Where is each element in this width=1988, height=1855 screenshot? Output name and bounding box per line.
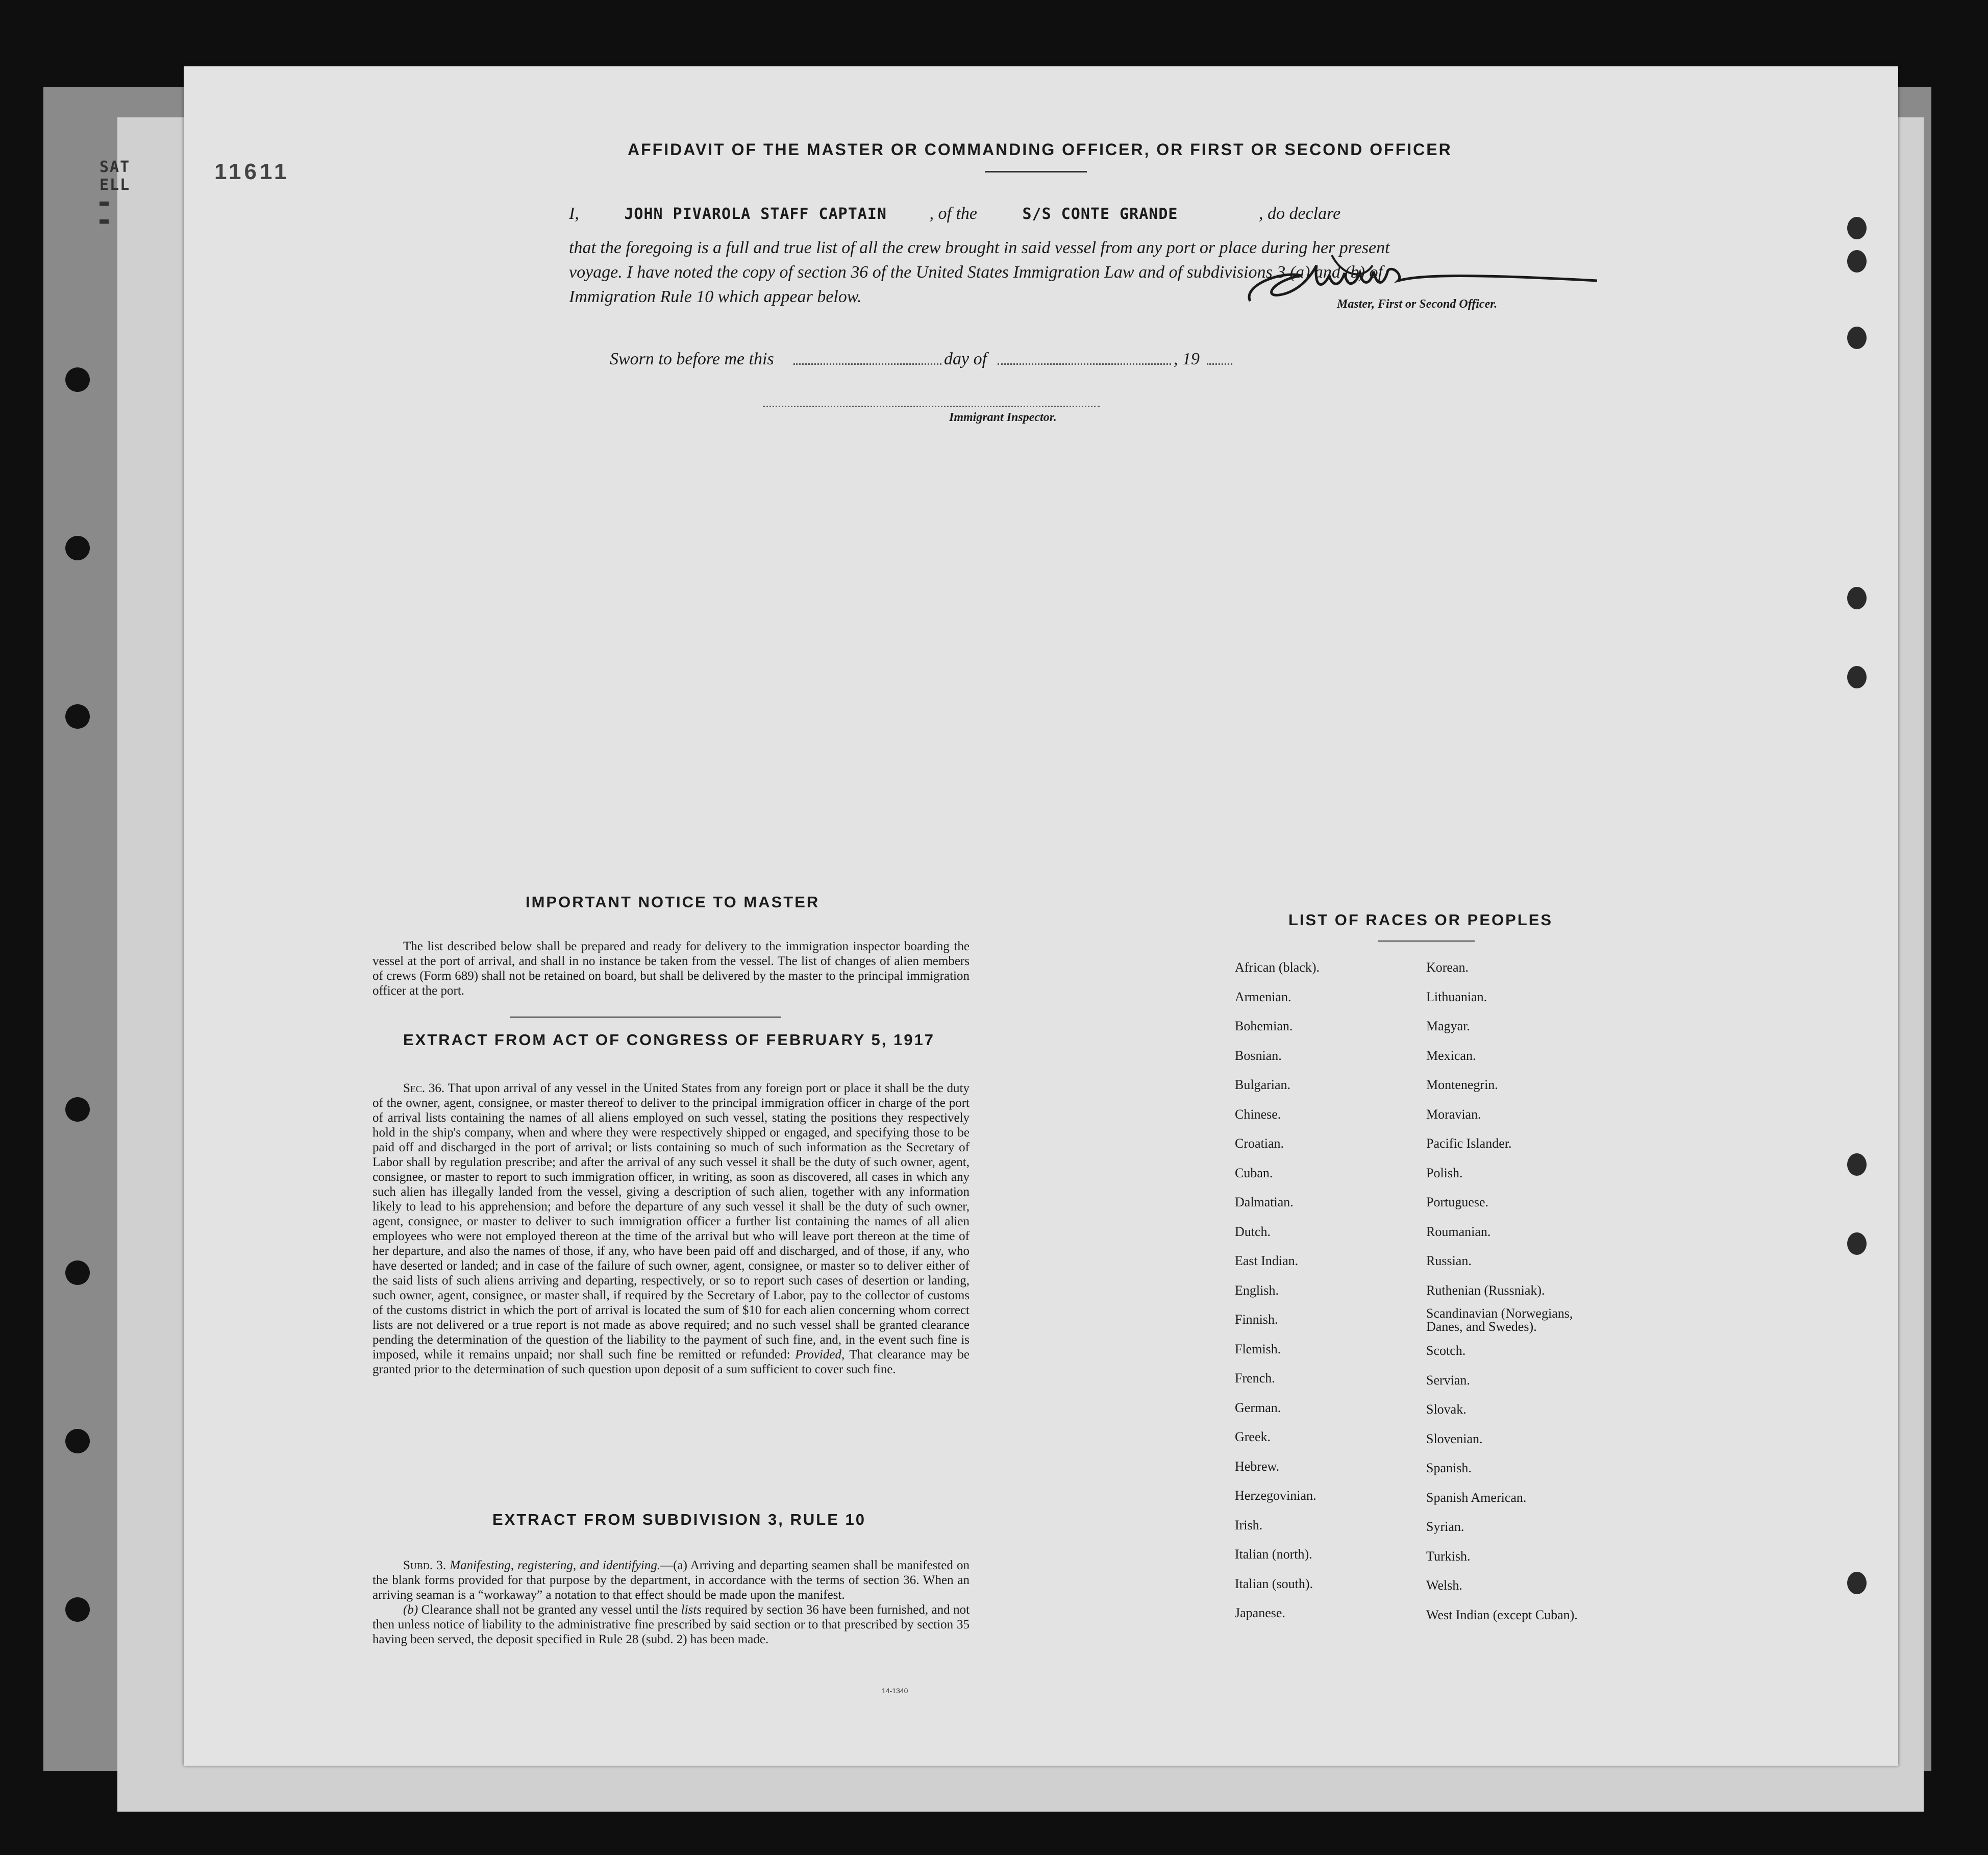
race-item: German. xyxy=(1235,1400,1281,1415)
race-item: Italian (north). xyxy=(1235,1547,1312,1562)
race-item: Herzegovinian. xyxy=(1235,1488,1316,1503)
affidavit-heading: AFFIDAVIT OF THE MASTER OR COMMANDING OFFICER, OR FIRST OR SECOND OFFICER xyxy=(628,140,1452,159)
race-item: Cuban. xyxy=(1235,1165,1273,1180)
sworn-year: , 19 xyxy=(1174,350,1200,368)
rule-subd-label: Subd. 3. xyxy=(403,1559,446,1572)
race-item: Scotch. xyxy=(1426,1343,1466,1358)
affidavit-line-2: that the foregoing is a full and true list of all the crew brought in said vessel from any port or place during her present xyxy=(569,238,1390,257)
race-item: Flemish. xyxy=(1235,1341,1281,1356)
rule-text xyxy=(372,1558,970,1647)
affidavit-line-4: Immigration Rule 10 which appear below. xyxy=(569,287,862,306)
race-item: Hebrew. xyxy=(1235,1458,1280,1474)
punch-hole xyxy=(1847,587,1867,609)
binder-hole xyxy=(65,1429,90,1453)
affidavit-line-1 xyxy=(569,204,1340,224)
race-item: Roumanian. xyxy=(1426,1224,1491,1239)
punch-hole xyxy=(1847,217,1867,239)
edge-labels: SAT ELL ▬ ▬ xyxy=(100,158,131,230)
affidavit-do-declare: , do declare xyxy=(1258,204,1341,223)
race-item: East Indian. xyxy=(1235,1253,1299,1268)
race-item: Slovak. xyxy=(1426,1402,1467,1417)
punch-hole xyxy=(1847,327,1867,349)
races-heading: LIST OF RACES OR PEOPLES xyxy=(1288,911,1553,929)
race-item: Servian. xyxy=(1426,1372,1470,1388)
race-item: Japanese. xyxy=(1235,1605,1285,1620)
race-item: Armenian. xyxy=(1235,989,1291,1004)
race-item: Portuguese. xyxy=(1426,1195,1489,1209)
sworn-day-of: day of xyxy=(944,350,987,368)
race-item: Montenegrin. xyxy=(1426,1077,1498,1092)
act-text xyxy=(372,1081,970,1377)
binder-hole xyxy=(65,1597,90,1622)
race-item: Dutch. xyxy=(1235,1224,1271,1239)
rule-para-b-text-1: Clearance shall not be granted any vessel until the xyxy=(421,1603,678,1617)
race-item: Spanish American. xyxy=(1426,1490,1527,1505)
race-item: Slovenian. xyxy=(1426,1431,1483,1446)
race-item: Spanish. xyxy=(1426,1461,1472,1475)
form-number: 14-1340 xyxy=(882,1687,908,1695)
race-item: Irish. xyxy=(1235,1517,1263,1532)
act-body: That upon arrival of any vessel in the United States from any foreign port or place it shall be the duty of the owner, agent, consignee, or master thereof to deliver to the principal immigration officer in charge of the port of arrival lists containing the names of all aliens employed on such vessel, stating the positions they respectively hold in the ship's company, when and where they were respectively shipped or engaged, and specifying those to be paid off and discharged in the port of arrival; or lists containing so much of such information as the Secretary of Labor shall by regulation prescribe; and after the arrival of any such vessel it shall be the duty of such owner, agent, consignee, or master to report to such immigration officer, in writing, as soon as discovered, all cases in which any such alien has illegally landed from the vessel, giving a description of such alien, together with any information likely to lead to his apprehension; and before the departure of any such vessel it shall be the duty of such owner, agent, consignee, or master to deliver to such immigration officer a further list containing the names of all alien employees who were not employed thereon at the time of the arrival but who will leave port thereon at the time of her departure, and also the names of those, if any, who have been paid off and discharged, and of those, if any, who have deserted or landed; and in case of the failure of such owner, agent, consignee, or master so to deliver either of the said lists of such aliens arriving and departing, respectively, or so to report such cases of desertion or landing, such owner, agent, consignee, or master shall, if required by the Secretary of Labor, pay to the collector of customs of the customs district in which the port of arrival is located the sum of $10 for each alien concerning whom correct lists are not delivered or a true report is not made as above required; and no such vessel shall be granted clearance pending the determination of the question of the liability to the payment of such fine, and, in the event such fine is imposed, while it remains unpaid; nor shall such fine be remitted or refunded: xyxy=(372,1081,970,1362)
sworn-date-blank xyxy=(793,363,941,365)
inspector-caption: Immigrant Inspector. xyxy=(949,411,1057,424)
punch-hole xyxy=(1847,1232,1867,1255)
race-item: Bulgarian. xyxy=(1235,1077,1291,1092)
race-item: Ruthenian (Russniak). xyxy=(1426,1282,1545,1298)
punch-hole xyxy=(1847,250,1867,273)
race-item: Chinese. xyxy=(1235,1106,1281,1122)
race-item: Italian (south). xyxy=(1235,1576,1313,1591)
rule-para-a-text: —(a) Arriving and departing seamen shall be manifested on the blank forms provided for that purpose by the department, in accordance with the terms of section 36. When an arriving seaman is a “workaway” a notation to that effect should be made upon the manifest. xyxy=(372,1559,970,1602)
races-rule xyxy=(1378,941,1475,942)
race-item: African (black). xyxy=(1235,960,1320,975)
affidavit-heading-rule xyxy=(985,171,1087,172)
act-heading: EXTRACT FROM ACT OF CONGRESS OF FEBRUARY 5, 1917 xyxy=(403,1031,935,1049)
signature-caption: Master, First or Second Officer. xyxy=(1337,298,1498,311)
race-item: English. xyxy=(1235,1282,1279,1298)
rule-para-b xyxy=(372,1602,970,1647)
rule-para-b-lists: lists xyxy=(681,1603,702,1617)
sworn-year-blank xyxy=(1207,363,1232,365)
punch-hole xyxy=(1847,666,1867,688)
race-item: Finnish. xyxy=(1235,1312,1278,1327)
notice-rule xyxy=(510,1017,781,1018)
race-item: French. xyxy=(1235,1371,1275,1386)
affidavit-line-3: voyage. I have noted the copy of section 36 of the United States Immigration Law and of subdivisions 3 (a) and (b) of xyxy=(569,263,1383,282)
race-item: Welsh. xyxy=(1426,1578,1462,1593)
race-item: Pacific Islander. xyxy=(1426,1136,1512,1151)
race-item: Polish. xyxy=(1426,1165,1463,1180)
affidavit-of-the: , of the xyxy=(929,204,977,223)
race-item: Russian. xyxy=(1426,1253,1472,1268)
rule-para-a xyxy=(372,1558,970,1602)
race-item: Bohemian. xyxy=(1235,1019,1293,1033)
race-item: Bosnian. xyxy=(1235,1048,1282,1063)
rule-para-b-label: (b) xyxy=(403,1603,418,1617)
race-item: Magyar. xyxy=(1426,1019,1470,1033)
race-item: Croatian. xyxy=(1235,1136,1284,1151)
binder-hole xyxy=(65,704,90,729)
notice-text xyxy=(372,939,970,998)
act-sec-label: Sec. 36. xyxy=(403,1081,445,1095)
notice-heading: IMPORTANT NOTICE TO MASTER xyxy=(526,893,820,911)
rule-heading: EXTRACT FROM SUBDIVISION 3, RULE 10 xyxy=(492,1511,866,1528)
notice-paragraph: The list described below shall be prepared and ready for delivery to the immigration inspector boarding the vessel at the port of arrival, and shall in no instance be taken from the vessel. The list of changes of alien members of crews (Form 689) shall not be retained on board, but shall be delivered by the master to the principal immigration officer at the port. xyxy=(372,939,970,998)
race-item: Korean. xyxy=(1426,960,1469,975)
inspector-signature-blank xyxy=(763,406,1100,407)
manifest-page xyxy=(184,66,1898,1766)
races-left-column xyxy=(1235,953,1320,1628)
act-paragraph xyxy=(372,1081,970,1377)
race-item: Dalmatian. xyxy=(1235,1195,1294,1209)
vessel-name: S/S CONTE GRANDE xyxy=(1022,205,1178,223)
race-item: Moravian. xyxy=(1426,1106,1481,1122)
binder-hole xyxy=(65,536,90,560)
race-item: Turkish. xyxy=(1426,1548,1471,1564)
race-item: Scandinavian (Norwegians, Danes, and Swedes). xyxy=(1426,1306,1573,1334)
sworn-month-blank xyxy=(998,363,1171,365)
sworn-prefix: Sworn to before me this xyxy=(610,350,774,368)
race-item: West Indian (except Cuban). xyxy=(1426,1607,1578,1622)
races-right-column xyxy=(1426,953,1595,1629)
act-provided-text: That clearance may be granted prior to the determination of such question upon deposit of a sum sufficient to cover such fine. xyxy=(372,1348,970,1376)
binder-hole xyxy=(65,1260,90,1285)
binder-hole xyxy=(65,1097,90,1122)
officer-name: JOHN PIVAROLA STAFF CAPTAIN xyxy=(624,205,887,223)
binder-hole xyxy=(65,367,90,392)
punch-hole xyxy=(1847,1153,1867,1176)
rule-subd-title: Manifesting, registering, and identifying. xyxy=(450,1559,661,1572)
punch-hole xyxy=(1847,1572,1867,1594)
act-provided-label: Provided, xyxy=(795,1348,845,1362)
race-item: Syrian. xyxy=(1426,1519,1464,1534)
stamp-number: 11611 xyxy=(214,159,290,184)
rule-para-b-text-2: required by section 36 have been furnished, and not then unless notice of liability to the administrative fine prescribed by said section or to that prescribed by section 35 having been served, the deposit specified in Rule 28 (subd. 2) has been made. xyxy=(372,1603,970,1646)
race-item: Lithuanian. xyxy=(1426,989,1487,1004)
affidavit-i: I, xyxy=(569,204,579,223)
race-item: Mexican. xyxy=(1426,1048,1476,1063)
race-item: Greek. xyxy=(1235,1429,1271,1444)
